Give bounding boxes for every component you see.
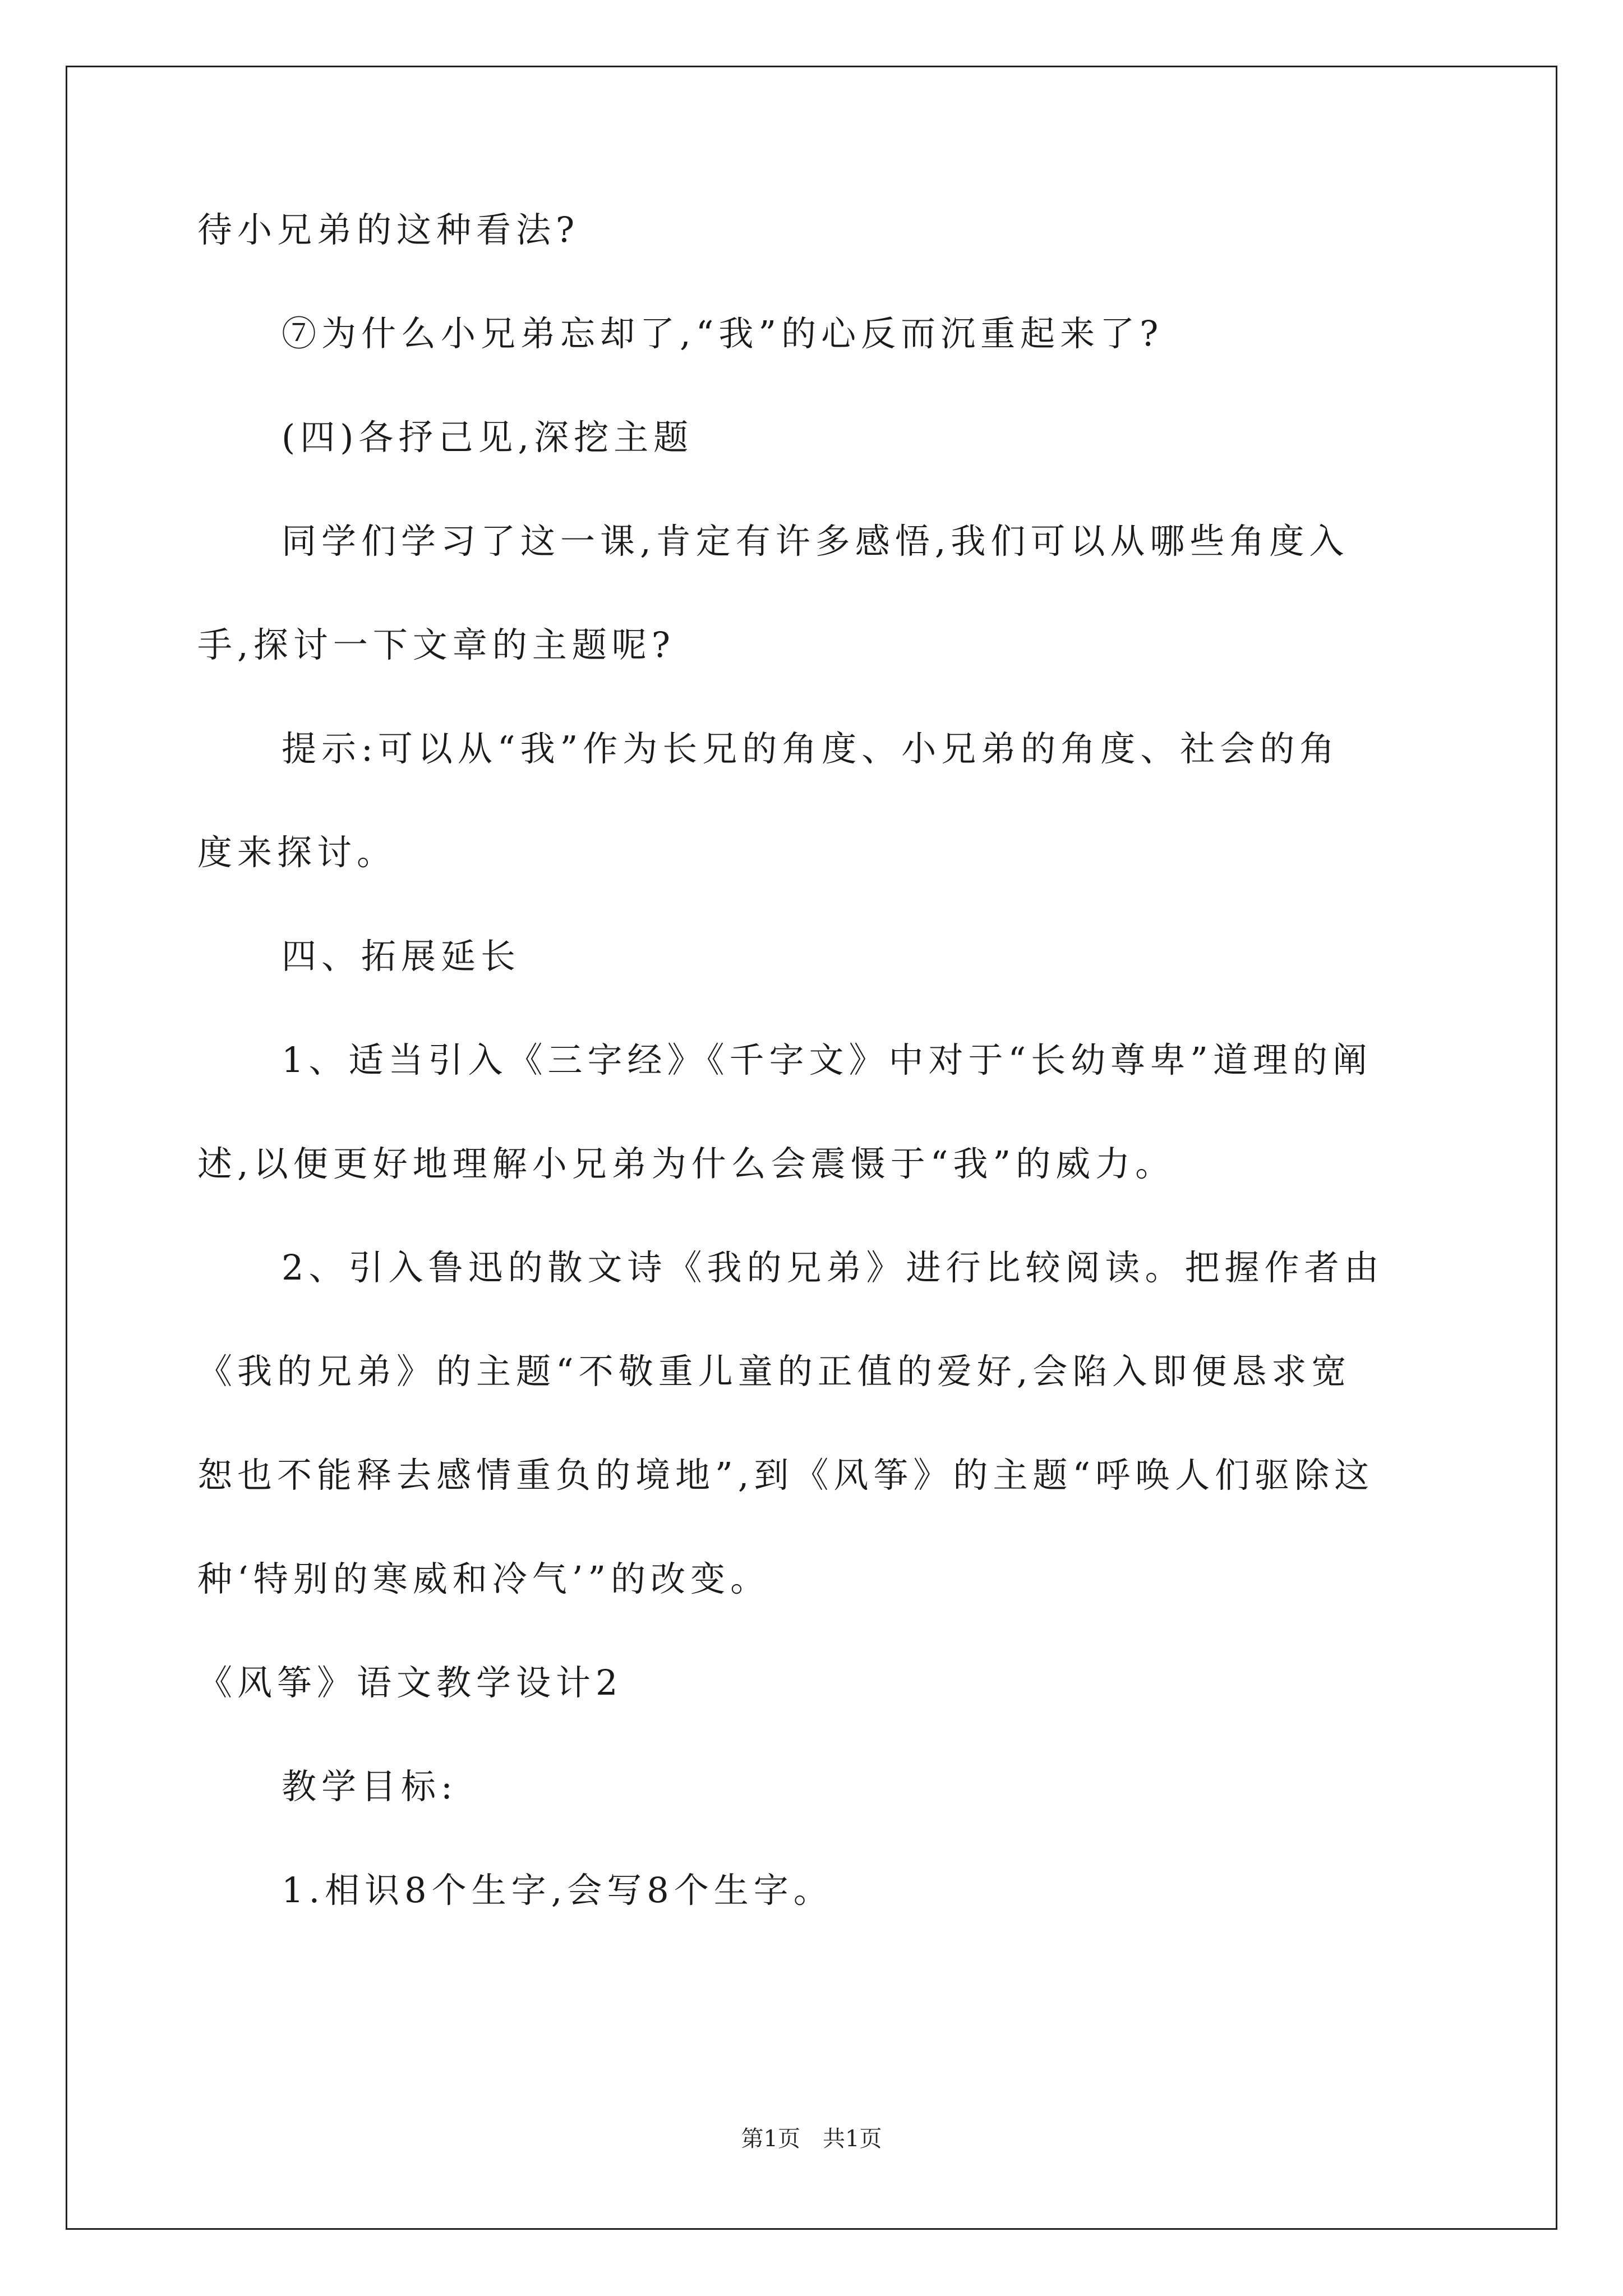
text-line: 《我的兄弟》的主题“不敬重儿童的正值的爱好,会陷入即便恳求宽 (197, 1351, 1352, 1392)
text-line: 同学们学习了这一课,肯定有许多感悟,我们可以从哪些角度入 (282, 521, 1349, 562)
text-line: ⑦为什么小兄弟忘却了,“我”的心反而沉重起来了? (282, 313, 1164, 354)
section-heading: 教学目标: (282, 1766, 458, 1807)
page-footer: 第1页 共1页 (741, 2126, 882, 2152)
section-heading: (四)各抒己见,深挖主题 (282, 417, 694, 458)
text-line: 1.相识8个生字,会写8个生字。 (282, 1870, 833, 1911)
text-line: 提示:可以从“我”作为长兄的角度、小兄弟的角度、社会的角 (282, 728, 1340, 769)
text-line: 恕也不能释去感情重负的境地”,到《风筝》的主题“呼唤人们驱除这 (197, 1455, 1375, 1496)
document-title: 《风筝》语文教学设计2 (197, 1662, 623, 1703)
text-line: 2、引入鲁迅的散文诗《我的兄弟》进行比较阅读。把握作者由 (282, 1247, 1384, 1288)
section-heading: 四、拓展延长 (282, 936, 521, 977)
text-line: 度来探讨。 (197, 832, 397, 873)
text-line: 述,以便更好地理解小兄弟为什么会震慑于“我”的威力。 (197, 1143, 1175, 1184)
text-line: 待小兄弟的这种看法? (197, 209, 580, 250)
text-line: 手,探讨一下文章的主题呢? (197, 624, 675, 665)
text-line: 1、适当引入《三字经》《千字文》中对于“长幼尊卑”道理的阐 (282, 1039, 1372, 1080)
text-line: 种‘特别的寒威和冷气’”的改变。 (197, 1558, 771, 1599)
